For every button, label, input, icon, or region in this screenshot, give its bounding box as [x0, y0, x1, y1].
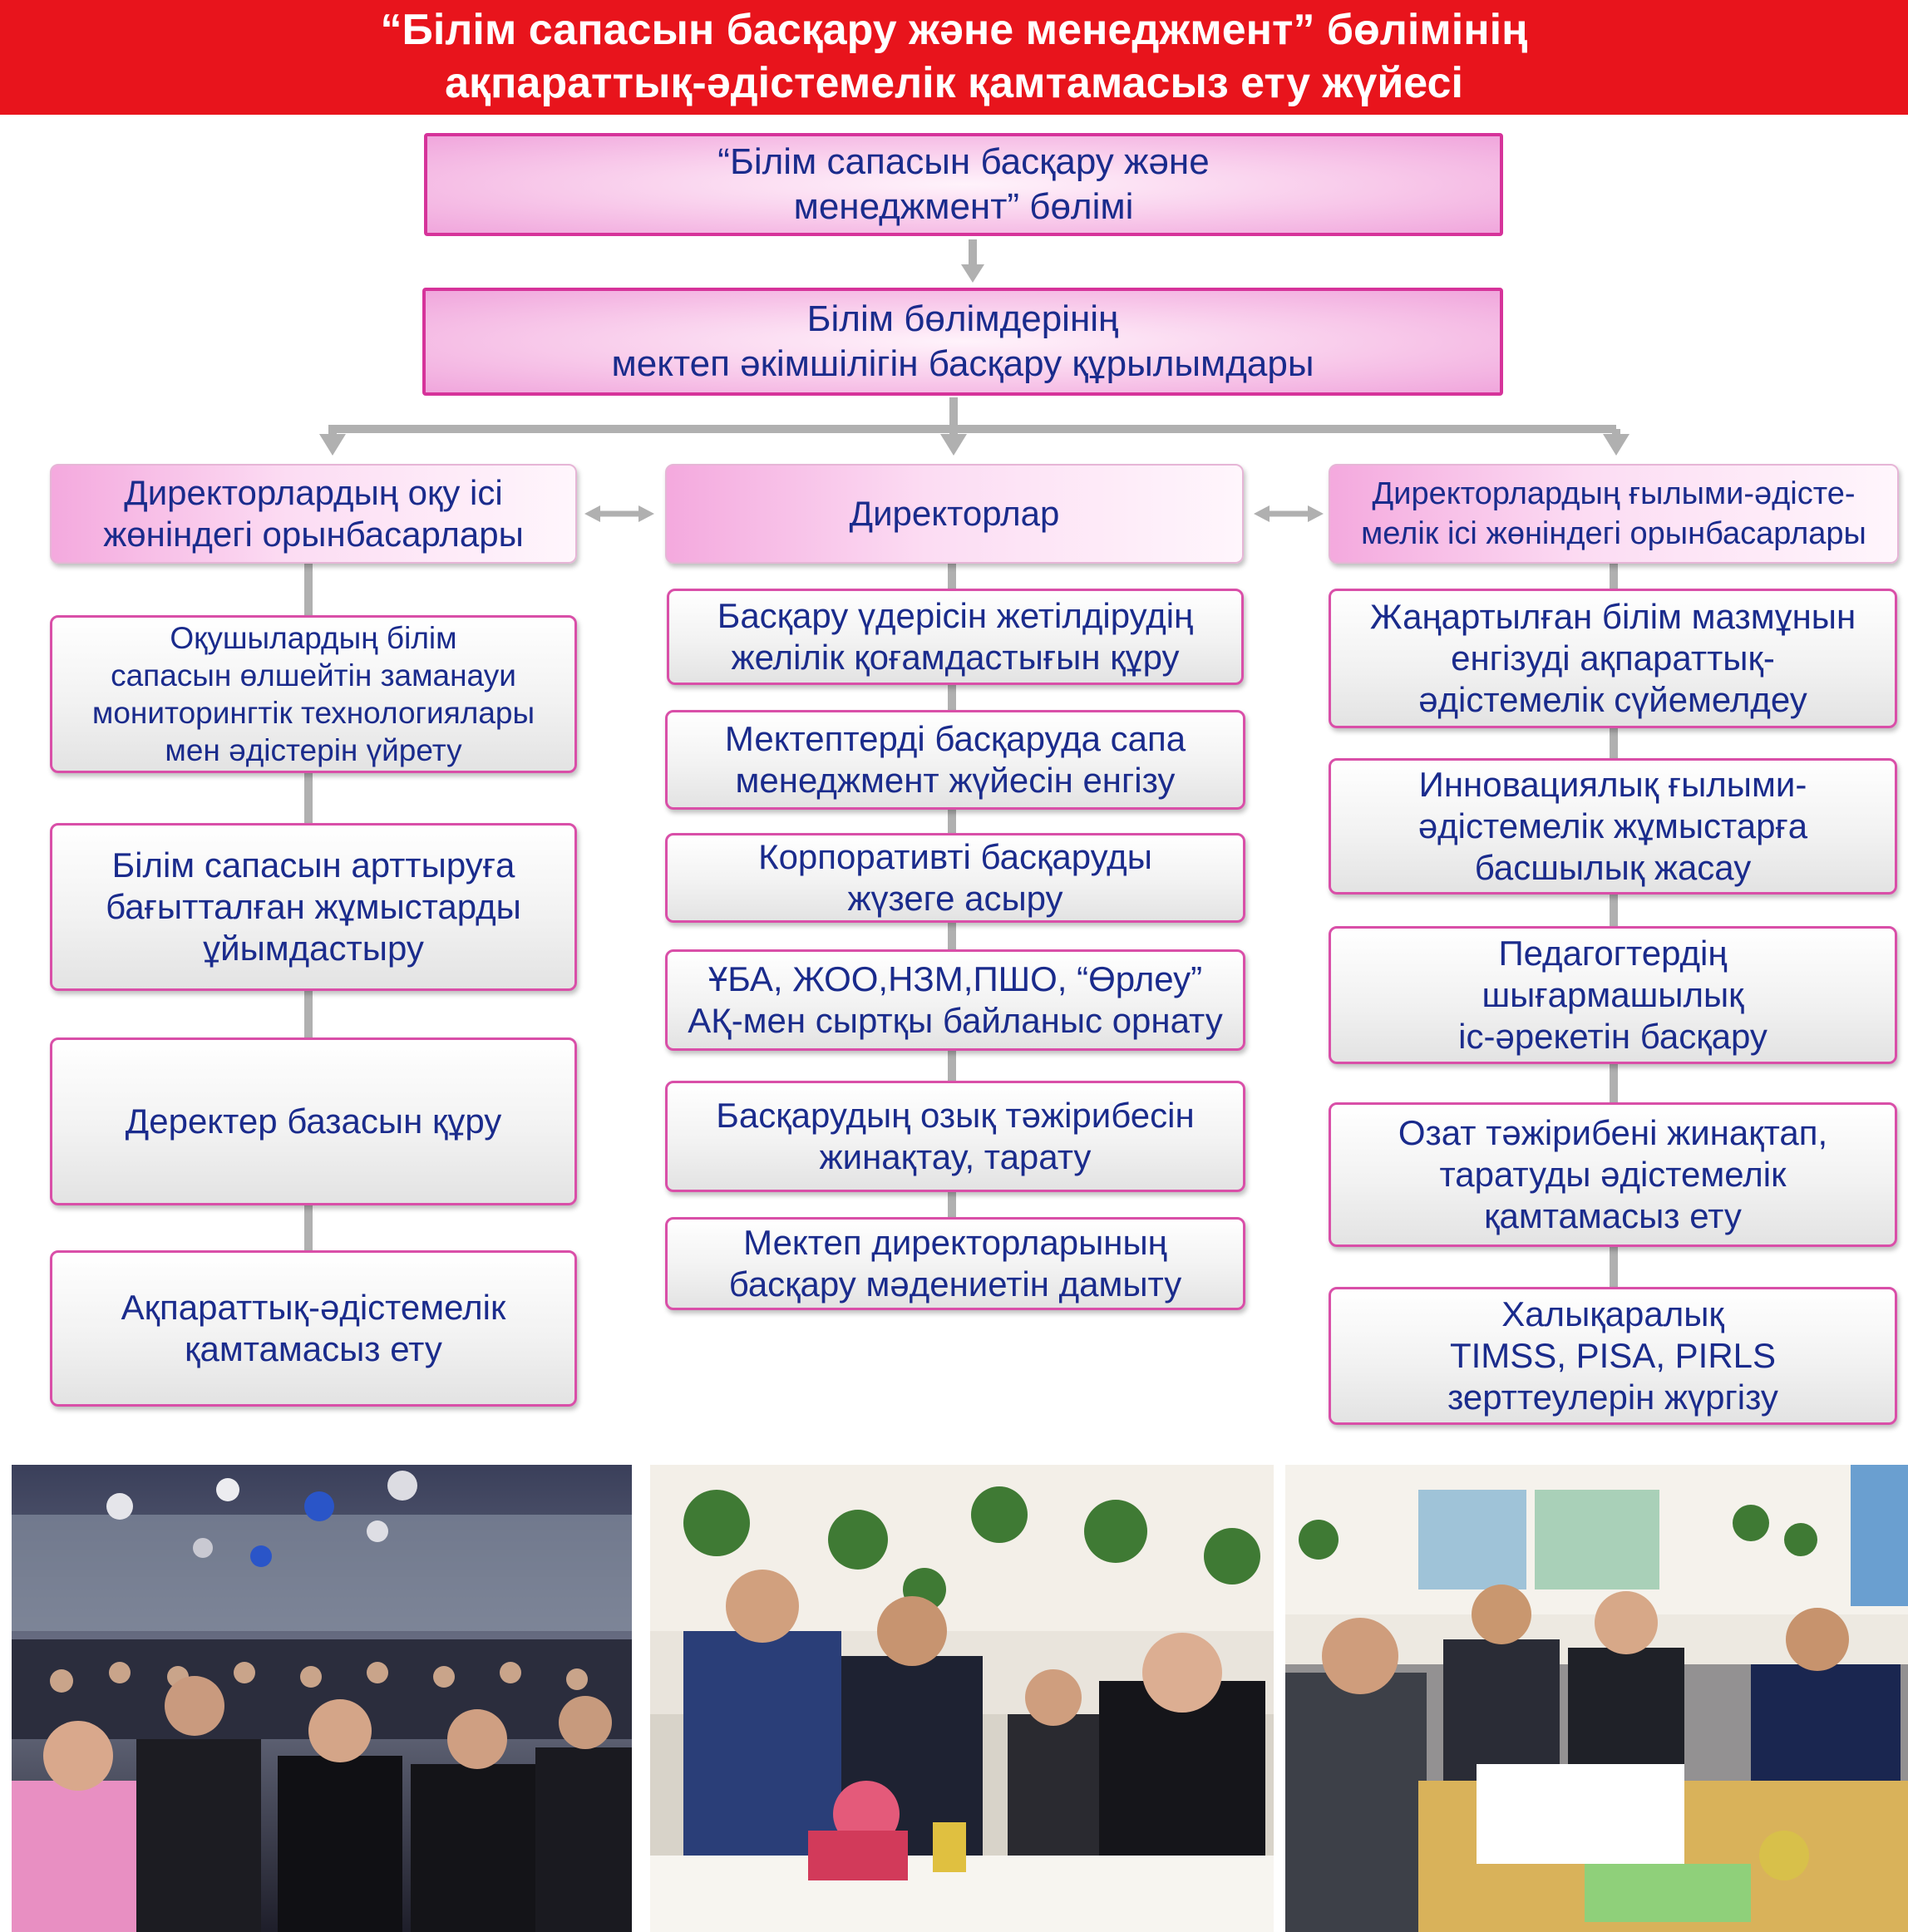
center-item-3 [665, 833, 1245, 923]
center-item-6 [665, 1217, 1245, 1310]
center-item-5-line-2: жинақтау, тарату [819, 1137, 1092, 1176]
left-item-1 [50, 615, 577, 773]
right-item-3-line-3: іс-әрекетін басқару [1458, 1017, 1767, 1056]
center-item-2-line-1: Мектептерді басқаруда сапа [724, 719, 1186, 758]
left-item-1-line-2: сапасын өлшейтін заманауи [111, 658, 516, 692]
center-item-6-line-1: Мектеп директорларының [743, 1223, 1167, 1262]
right-item-1-line-1: Жаңартылған білім мазмұнын [1369, 597, 1856, 636]
right-item-4 [1329, 1102, 1897, 1247]
center-item-1-line-1: Басқару үдерісін жетілдірудің [717, 596, 1194, 635]
title-line-2: ақпараттық-әдістемелік қамтамасыз ету жүйесі [445, 59, 1463, 107]
left-item-2-line-2: бағытталған жұмыстарды [106, 887, 521, 926]
left-item-1-line-3: мониторингтік технологиялары [91, 696, 535, 730]
title-line-1: “Білім сапасын басқару және менеджмент” бөлімінің [380, 6, 1528, 54]
center-head-line: Директорлар [849, 494, 1060, 533]
center-item-1 [667, 589, 1244, 685]
center-item-1-line-2: желілік қоғамдастығын құру [731, 638, 1180, 677]
arrow-right-head [1603, 434, 1629, 456]
center-head-box [665, 464, 1244, 564]
right-item-5-line-2: TIMSS, PISA, PIRLS [1449, 1336, 1777, 1375]
right-item-2-line-3: басшылық жасау [1474, 848, 1752, 887]
left-item-1-line-4: мен әдістерін үйрету [165, 733, 462, 767]
left-item-2-line-3: ұйымдастыру [203, 929, 424, 968]
right-item-4-line-2: таратуды әдістемелік [1439, 1155, 1787, 1194]
center-item-4 [665, 949, 1245, 1051]
left-item-4-line-1: Ақпараттық-әдістемелік [121, 1288, 506, 1327]
arrow-center-head [940, 434, 967, 456]
right-head-line-2: мелік ісі жөніндегі орынбасарлары [1361, 516, 1866, 551]
left-head-line-2: жөніндегі орынбасарлары [103, 515, 524, 554]
left-item-3-line-1: Деректер базасын құру [125, 1102, 502, 1141]
right-item-1-line-3: әдістемелік сүйемелдеу [1418, 680, 1807, 719]
left-item-2-line-1: Білім сапасын арттыруға [111, 845, 515, 885]
right-item-3-line-1: Педагогтердің [1498, 934, 1728, 973]
right-item-4-line-3: қамтамасыз ету [1484, 1196, 1742, 1235]
right-item-2 [1329, 758, 1897, 895]
left-item-4 [50, 1250, 577, 1407]
center-item-4-line-2: АҚ-мен сыртқы байланыс орнату [688, 1001, 1223, 1040]
right-head-box [1329, 464, 1899, 564]
right-item-3 [1329, 926, 1897, 1064]
center-item-6-line-2: басқару мәдениетін дамыту [728, 1264, 1182, 1304]
right-item-2-line-2: әдістемелік жұмыстарға [1417, 806, 1808, 845]
arrow-left-head [319, 434, 346, 456]
left-item-4-line-2: қамтамасыз ету [185, 1329, 442, 1368]
left-head-line-1: Директорлардың оқу ісі [124, 473, 503, 512]
right-item-5-line-3: зерттеулерін жүргізу [1447, 1378, 1778, 1417]
center-item-4-line-1: ҰБА, ЖОО,НЗМ,ПШО, “Өрлеу” [707, 959, 1203, 998]
right-item-1-line-2: енгізуді ақпараттық- [1451, 638, 1775, 678]
structures-line-1: Білім бөлімдерінің [806, 298, 1119, 339]
left-item-3 [50, 1037, 577, 1205]
right-item-2-line-1: Инновациялық ғылыми- [1418, 765, 1807, 804]
left-item-1-line-1: Оқушылардың білім [170, 621, 457, 655]
right-item-4-line-1: Озат тәжірибені жинақтап, [1398, 1113, 1828, 1152]
left-item-2 [50, 823, 577, 991]
center-item-5 [665, 1081, 1245, 1192]
department-box [424, 133, 1503, 236]
center-item-2 [665, 710, 1245, 810]
right-head-line-1: Директорлардың ғылыми-әдісте- [1372, 476, 1856, 511]
structures-box [422, 288, 1503, 396]
photo-conference-hall [12, 1465, 632, 1932]
structures-line-2: мектеп әкімшілігін басқару құрылымдары [611, 343, 1314, 384]
right-item-5 [1329, 1287, 1897, 1425]
photo-workshop [1285, 1465, 1908, 1932]
arrow-top-head [961, 264, 984, 283]
department-line-2: менеджмент” бөлімі [793, 186, 1134, 227]
department-line-1: “Білім сапасын басқару және [717, 141, 1210, 182]
left-head-box [50, 464, 577, 564]
photo-group-discussion [650, 1465, 1274, 1932]
right-item-5-line-1: Халықаралық [1501, 1294, 1724, 1333]
center-item-5-line-1: Басқарудың озық тәжірибесін [716, 1096, 1195, 1135]
right-item-3-line-2: шығармашылық [1482, 975, 1744, 1014]
center-item-2-line-2: менеджмент жүйесін енгізу [735, 761, 1176, 800]
right-item-1 [1329, 589, 1897, 728]
center-item-3-line-2: жүзеге асыру [847, 879, 1063, 918]
center-item-3-line-1: Корпоративті басқаруды [758, 837, 1152, 876]
